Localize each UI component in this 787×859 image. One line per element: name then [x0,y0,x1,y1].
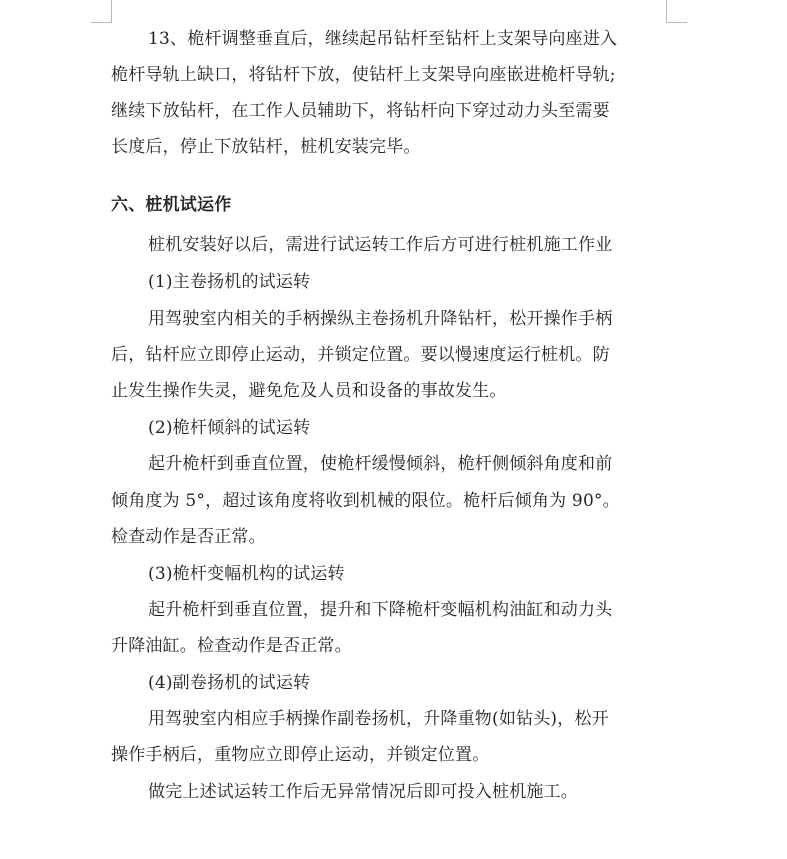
paragraph-line: 检查动作是否正常。 [111,527,266,547]
paragraph-line: 倾角度为 5°，超过该角度将收到机械的限位。桅杆后倾角为 90°。 [111,491,620,511]
item-title: (2)桅杆倾斜的试运转 [148,418,311,438]
paragraph-line: 用驾驶室内相应手柄操作副卷扬机，升降重物(如钻头)，松开 [148,709,609,729]
paragraph-line: 用驾驶室内相关的手柄操纵主卷扬机升降钻杆，松开操作手柄 [148,309,613,329]
page-corner-mark-right [666,0,687,23]
paragraph-line: 升降油缸。检查动作是否正常。 [111,636,352,656]
paragraph-line: 继续下放钻杆，在工作人员辅助下，将钻杆向下穿过动力头至需要 [111,101,610,121]
page-corner-mark-left [91,0,112,23]
item-title: (4)副卷扬机的试运转 [148,673,311,693]
item-title: (1)主卷扬机的试运转 [148,272,311,292]
item-title: (3)桅杆变幅机构的试运转 [148,564,345,584]
paragraph-line: 长度后，停止下放钻杆，桩机安装完毕。 [111,137,421,157]
paragraph-line: 起升桅杆到垂直位置，使桅杆缓慢倾斜，桅杆侧倾斜角度和前 [148,454,613,474]
paragraph-line: 13、桅杆调整垂直后，继续起吊钻杆至钻杆上支架导向座进入 [148,29,618,49]
paragraph-line: 操作手柄后，重物应立即停止运动，并锁定位置。 [111,745,490,765]
paragraph-line: 止发生操作失灵，避免危及人员和设备的事故发生。 [111,381,507,401]
closing-paragraph: 做完上述试运转工作后无异常情况后即可投入桩机施工。 [148,782,578,802]
section-intro: 桩机安装好以后，需进行试运转工作后方可进行桩机施工作业 [148,235,613,255]
section-heading: 六、桩机试运作 [111,195,232,215]
paragraph-line: 后，钻杆应立即停止运动，并锁定位置。要以慢速度运行桩机。防 [111,345,610,365]
paragraph-line: 起升桅杆到垂直位置，提升和下降桅杆变幅机构油缸和动力头 [148,600,613,620]
paragraph-line: 桅杆导轨上缺口，将钻杆下放，使钻杆上支架导向座嵌进桅杆导轨; [111,65,616,85]
